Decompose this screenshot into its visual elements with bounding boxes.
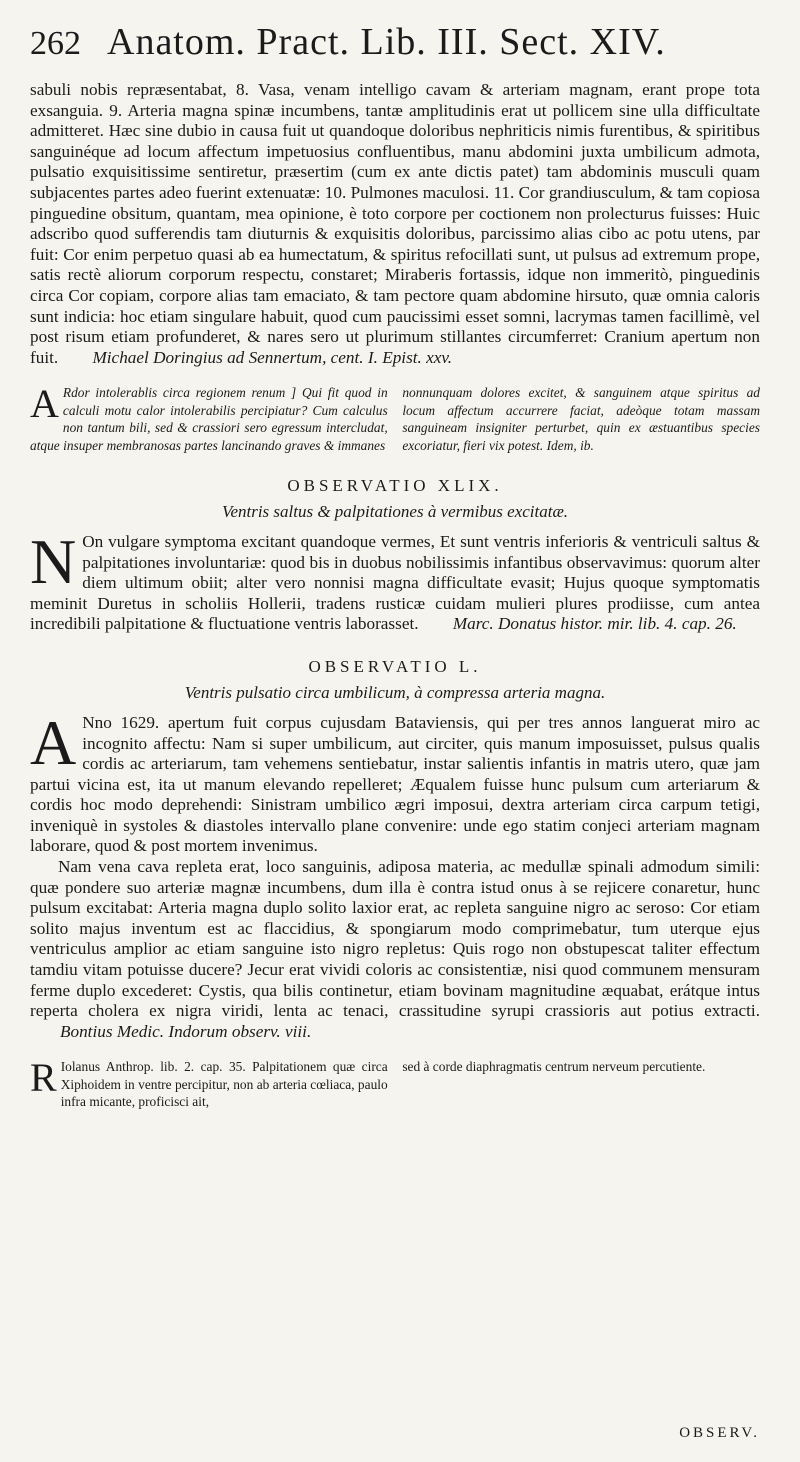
scholium-ardor-text-left: Rdor intolerablis circa regionem renum ] Qui fit quod in calculi motu calor intolerabilis percipiatur? Cum calculus non tantum bili, sed & crassiori sero egressum intercludat, atque insuper membranosas partes lancinando graves & immanes <box>30 385 388 453</box>
catchword: OBSERV. <box>679 1425 760 1441</box>
continued-observation <box>30 80 760 368</box>
citation-bontius: Bontius Medic. Indorum observ. viii. <box>60 1021 312 1041</box>
page-number: 262 <box>30 25 81 62</box>
dropcap-a-large: A <box>30 706 77 778</box>
observatio-l-title: OBSERVATIO L. <box>308 656 482 676</box>
observatio-xlix-body <box>30 525 760 635</box>
scholium-ardor <box>30 381 760 454</box>
dropcap-r: R <box>30 1055 57 1101</box>
scholium-ardor-text-right: nonnunquam dolores excitet, & sanguinem atque spiritus ad locum affectum accurrere faciat, adeòque totam massam sanguineam insigniter perturbet, quin ex æstuantibus species excoriatur, fieri vix potest. Idem, ib. <box>402 385 760 453</box>
scholium-ardor-col-right <box>402 384 760 454</box>
observatio-xlix-title: OBSERVATIO XLIX. <box>287 475 503 495</box>
scholium-ardor-col-left <box>30 381 388 454</box>
observatio-xlix-text: On vulgare symptoma excitant quandoque vermes, Et sunt ventris inferioris & ventriculi saltus & palpitationes involuntariæ: quod bis in duobus nobilissimis infantibus observavimus: quorum alter diem ultimum obiit; alter vero nonnisi magna difficultate evasit; Hujus quoque symptomatis meminit Duretus in scholiis Hollerii, tradens rusticæ cuidam mulieri plures prodiisse, cum antea incredibili palpitatione & fluctuatione ventris laborasset. <box>30 531 760 634</box>
citation-donatus: Marc. Donatus histor. mir. lib. 4. cap. 26. <box>452 614 737 634</box>
observatio-l-subtitle: Ventris pulsatio circa umbilicum, à compressa arteria magna. <box>184 682 606 702</box>
observatio-l-body <box>30 706 760 1043</box>
dropcap-a: A <box>30 381 59 427</box>
scholium-riolanus-col-left <box>30 1055 388 1110</box>
continued-text: sabuli nobis repræsentabat, 8. Vasa, venam intelligo cavam & arteriam magnam, erant prope tota exsanguia. 9. Arteria magna spinæ incumbens, tantæ amplitudinis erat ut pollicem sine ulla difficultate admitteret. Hæc sine dubio in causa fuit ut quandoque doloribus nephriticis nimis furentibus, & spiritibus sanguinéque ad locum affectum impetuosius confluentibus, manu abdomini juxta umbilicum admota, pulsatio exquisitissime sentiretur, præsertim (cum ex ante dictis patet) tam abdominis musculi quam subjacentes partes adeo fuerint extenuatæ: 10. Pulmones maculosi. 11. Cor grandiusculum, & tam copiosa pinguedine obsitum, quantam, mea opinione, è toto corpore per coctionem non prolecturus fuisses: Huic adscribo quod sufferendis tam diuturnis & exquisitis doloribus, parcissimo alias cibo ac potu utens, par fuit: Cor enim perpetuo quasi ab ea humectatum, & spiritus refocillati sunt, ut pulsus ad extremum prope, satis rectè aliorum corporum respectu, constaret; Miraberis fortassis, idque non immeritò, pinguedinis circa Cor copiam, corpore alias tam emaciato, & tam pectore quam abdomine hirsuto, quæ omnia caloris sunt indicia: hoc etiam singulare habuit, quod cum paucissimi esset somni, lacrymas tamen facillimè, vel post risum etiam profunderet, & nares sero ut plurimum stillantes circumferret: Cranium apertum non fuit. <box>30 80 760 367</box>
observatio-l-para-1: Nno 1629. apertum fuit corpus cujusdam Bataviensis, qui per tres annos languerat miro ac incognito affectu: Nam si super umbilicum, aut circiter, quis manum imposuisset, pulsus qualis cordis ac arteriarum, tam vehemens sentiebatur, instar salientis infantis in matris utero, quæ jam partui vicina est, ita ut manum elevando repelleret; Æqualem fuisse hunc pulsum cum arteriarum & cordis hoc modo deprehendi: Sinistram umbilico ægri imposui, dextra arteriam circa carpum tetigi, inveniquè in systoles & diastoles intervallo plane convenire: unde ego statim conjeci arteriam magnam laborare, quod & post mortem invenimus. <box>30 712 760 856</box>
scholium-riolanus-text-right: sed à corde diaphragmatis centrum nerveum percutiente. <box>402 1059 706 1075</box>
scholium-riolanus-col-right <box>402 1058 760 1110</box>
citation-doringius: Michael Doringius ad Sennertum, cent. I. Epist. xxv. <box>92 347 453 367</box>
dropcap-n: N <box>30 525 77 597</box>
scholium-riolanus-text-left: Iolanus Anthrop. lib. 2. cap. 35. Palpitationem quæ circa Xiphoidem in ventre percipitur, non ab arteria cœliaca, paulo infra micante, proficisci ait, <box>60 1059 388 1110</box>
observatio-xlix-subtitle: Ventris saltus & palpitationes à vermibus excitatæ. <box>221 501 569 521</box>
observatio-l-para-2: Nam vena cava repleta erat, loco sanguinis, adiposa materia, ac medullæ spinali admodum simili: quæ pondere suo arteriæ magnæ incumbens, dum illa è contra istud onus à se rejicere conaretur, hunc pulsum excitabat: Arteria magna duplo solito laxior erat, ac repleta sanguine nigro ac seroso: Cor etiam solito majus inventum est ac flaccidius, & spongiarum modo comprimebatur, tum uterque ejus ventriculus amplior ac etiam sanguine isto nigro repletus: Quis rogo non obstupescat taliter effectum tamdiu vitam potuisse ducere? Jecur erat vividi coloris ac consistentiæ, nisi quod communem mensuram ferme duplo excederet: Cystis, qua bilis continetur, etiam bovinam magnitudine æquabat, erátque intus reperta cholera ex nigra viridi, lenta ac tenaci, crassitudine syrupi crassioris aut potius extracti. <box>30 857 760 1021</box>
scholium-riolanus <box>30 1055 760 1110</box>
running-title: Anatom. Pract. Lib. III. Sect. XIV. <box>107 21 666 63</box>
page-header <box>30 20 760 80</box>
